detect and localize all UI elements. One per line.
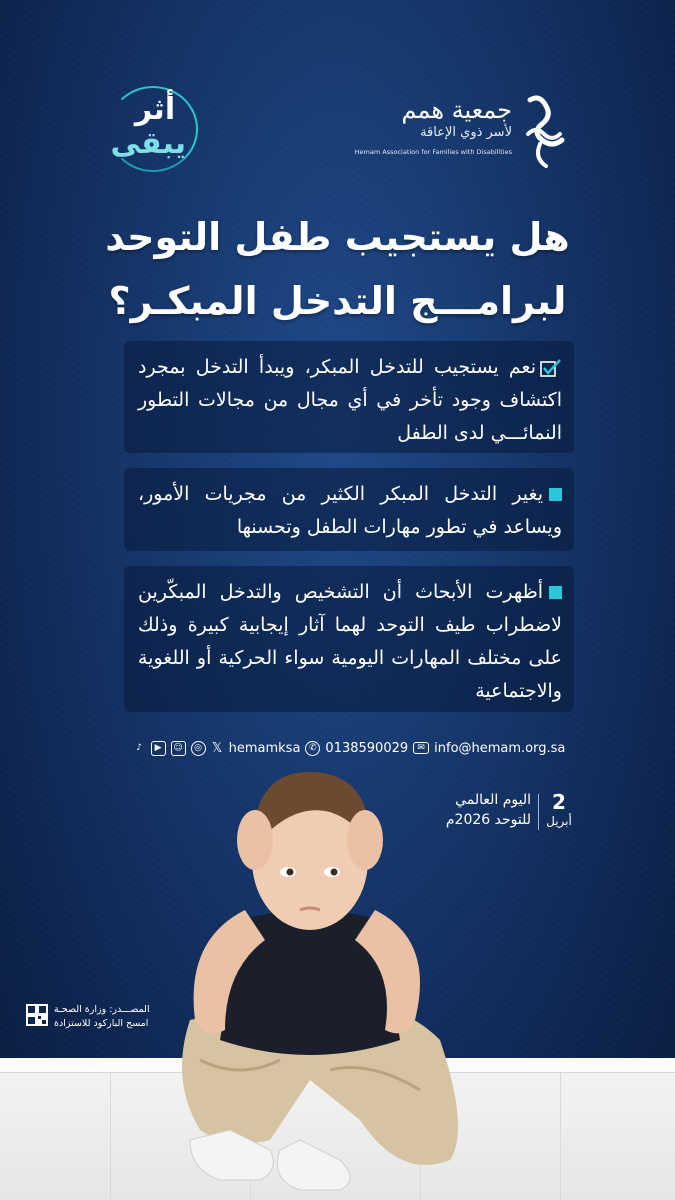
- campaign-word-2: يبقى: [110, 126, 186, 161]
- qr-code-icon[interactable]: [26, 1004, 48, 1026]
- floor-board-line: [560, 1072, 561, 1200]
- info-text-3: أظهرت الأبحاث أن التشخيص والتدخل المبكّرين لاضطراب طيف التوحد لهما آثار إيجابية كبيرة وذلك على مختلف المهارات اليومية سواء الحركية أو اللغوية والاجتماعية: [138, 581, 562, 702]
- logo-english-name: Hemam Association for Families with Disabilities: [354, 148, 512, 156]
- info-text-1: نعم يستجيب للتدخل المبكر، ويبدأ التدخل بمجرد اكتشاف وجود تأخر في أي مجال من مجالات التطور النمائـــي لدى الطفل: [138, 356, 562, 444]
- phone-icon: ✆: [305, 741, 320, 756]
- info-box-2: [124, 468, 574, 551]
- campaign-logo: [102, 82, 202, 172]
- mail-icon: ✉: [413, 742, 429, 754]
- social-handle[interactable]: hemamksa: [228, 740, 301, 756]
- instagram-icon[interactable]: ◎: [191, 741, 206, 756]
- contact-bar: [124, 737, 574, 759]
- square-bullet-icon: [549, 488, 562, 501]
- logo-subtitle: لأسر ذوي الإعاقة: [420, 125, 512, 140]
- floor-board-line: [110, 1072, 111, 1200]
- phone-number[interactable]: 0138590029: [325, 740, 409, 756]
- title-line-2: لبرامـــج التدخل المبكـر؟: [108, 279, 567, 323]
- info-text-2: يغير التدخل المبكر الكثير من مجريات الأمور، ويساعد في تطور مهارات الطفل وتحسنها: [138, 483, 562, 538]
- info-box-3: [124, 566, 574, 712]
- hemam-logo: [354, 94, 570, 174]
- tiktok-icon[interactable]: ♪: [136, 743, 142, 753]
- hemam-logo-mark-icon: [520, 94, 570, 172]
- event-name-line-1: اليوم العالمي: [455, 792, 531, 808]
- logo-name: جمعية همم: [401, 96, 512, 124]
- title-line-1: هل يستجيب طفل التوحد: [105, 215, 570, 259]
- page-title: [100, 205, 575, 333]
- source-text: المصـــدر: وزارة الصحـة: [54, 1004, 150, 1015]
- date-month: أبريل: [546, 814, 572, 828]
- square-bullet-icon: [549, 586, 562, 599]
- campaign-word-1: أثر: [134, 92, 176, 127]
- source-note: [26, 1002, 196, 1034]
- date-day: 2: [552, 790, 566, 814]
- youtube-icon[interactable]: ▶: [151, 741, 166, 756]
- child-photo: [160, 770, 460, 1200]
- info-box-1: [124, 341, 574, 453]
- x-icon[interactable]: 𝕏: [211, 740, 223, 756]
- snapchat-icon[interactable]: ☺: [171, 741, 186, 756]
- checkbox-icon: [540, 358, 562, 378]
- email-address[interactable]: info@hemam.org.sa: [434, 740, 566, 756]
- date-divider: [538, 794, 539, 830]
- scan-barcode-text: امسح الباركود للاستزادة: [54, 1018, 149, 1029]
- event-name-line-2: للتوحد 2026م: [445, 812, 531, 828]
